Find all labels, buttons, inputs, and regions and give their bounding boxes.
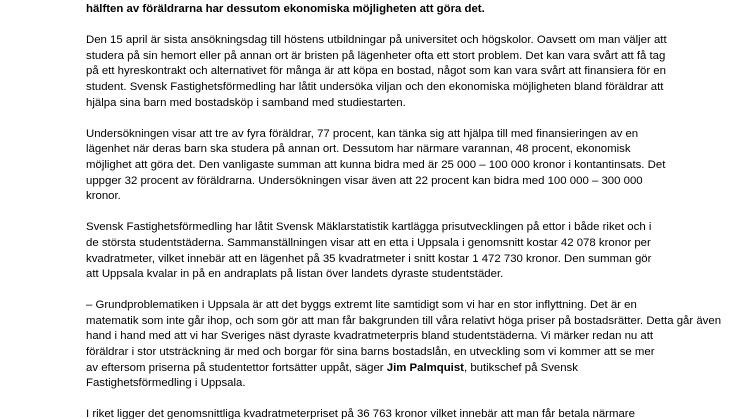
lead-paragraph bbox=[86, 2, 676, 18]
paragraph-application-deadline bbox=[86, 33, 676, 111]
text-line: Fastighetsförmedling i Uppsala. bbox=[86, 377, 246, 390]
text-line: kronor. bbox=[86, 190, 121, 203]
paragraph-survey-results bbox=[86, 127, 676, 205]
text-line: uppger 32 procent av föräldrarna. Undersökningen visar även att 22 procent kan bidra med 100 000 – 300 000 bbox=[86, 174, 643, 187]
paragraph-quote bbox=[86, 298, 722, 392]
text-line: I riket ligger det genomsnittliga kvadratmeterpriset på 36 763 kronor vilket innebär att man får betala närmare bbox=[86, 408, 635, 419]
text-line: matematik som inte går ihop, och som gör att man får bakgrunden till våra relativt höga priser på bostadsrätter. Detta går även bbox=[86, 314, 722, 327]
text-line: Svensk Fastighetsförmedling har låtit Svensk Mäklarstatistik kartlägga prisutvecklingen på ettor i både riket och i bbox=[86, 221, 652, 234]
speaker-name: Jim Palmquist bbox=[386, 361, 464, 374]
speaker-title: , butikschef på Svensk bbox=[463, 361, 578, 374]
paragraph-price-survey bbox=[86, 220, 676, 282]
text-line: hjälpa sina barn med bostadsköp i samband med studiestarten. bbox=[86, 96, 406, 109]
text-line: studera på sin hemort eller på annan ort är bristen på lägenheter ofta ett stort problem. Det kan vara svårt att få tag bbox=[86, 49, 666, 62]
text-line: kvadratmeter, vilket innebär att en lägenhet på 35 kvadratmeter i snitt kostar 1 472 730 kronor. Den summan gör bbox=[86, 252, 652, 265]
text-line: Undersökningen visar att tre av fyra föräldrar, 77 procent, kan tänka sig att hjälpa till med finansieringen av en bbox=[86, 127, 639, 140]
text-line: att Uppsala kvalar in på en andraplats på listan över landets dyraste studentstäder. bbox=[86, 268, 504, 281]
quote-attribution-text: av eftersom priserna på studentettor fortsätter uppåt, säger bbox=[86, 361, 387, 374]
text-line: Den 15 april är sista ansökningsdag till höstens utbildningar på universitet och högskolor. Oavsett om man väljer att bbox=[86, 34, 667, 47]
paragraph-national-price bbox=[86, 407, 676, 419]
text-line: föräldrar i stor utsträckning är med och borgar för sina barns bostadslån, en utveckling som vi kommer att se mer bbox=[86, 346, 655, 359]
text-line: student. Svensk Fastighetsförmedling har låtit undersöka viljan och den ekonomiska möjligheten bland föräldrar att bbox=[86, 80, 664, 93]
text-line-with-speaker bbox=[86, 361, 676, 377]
lead-line: hälften av föräldrarna har dessutom ekonomiska möjligheten att göra det. bbox=[86, 3, 485, 15]
text-line: på ett hyreskontrakt och alternativet för många är att köpa en bostad, något som kan vara svårt att finansiera för en bbox=[86, 65, 666, 78]
text-line: möjlighet att göra det. Den vanligaste summan att kunna bidra med är 25 000 – 100 000 kronor i kontantinsats. Det bbox=[86, 158, 666, 171]
text-line: hand i hand med att vi har Sveriges näst dyraste kvadratmeterpris bland studentstäderna. Vi märker redan nu att bbox=[86, 330, 654, 343]
text-line: – Grundproblematiken i Uppsala är att det byggs extremt lite samtidigt som vi har en stor inflyttning. Det är en bbox=[86, 299, 637, 312]
press-release-body bbox=[86, 2, 722, 419]
text-line: lägenhet när deras barn ska studera på annan ort. Dessutom har närmare varannan, 48 procent, ekonomisk bbox=[86, 143, 631, 156]
text-line: de största studentstäderna. Sammanställningen visar att en etta i Uppsala i genomsnitt kostar 42 078 kronor per bbox=[86, 236, 651, 249]
